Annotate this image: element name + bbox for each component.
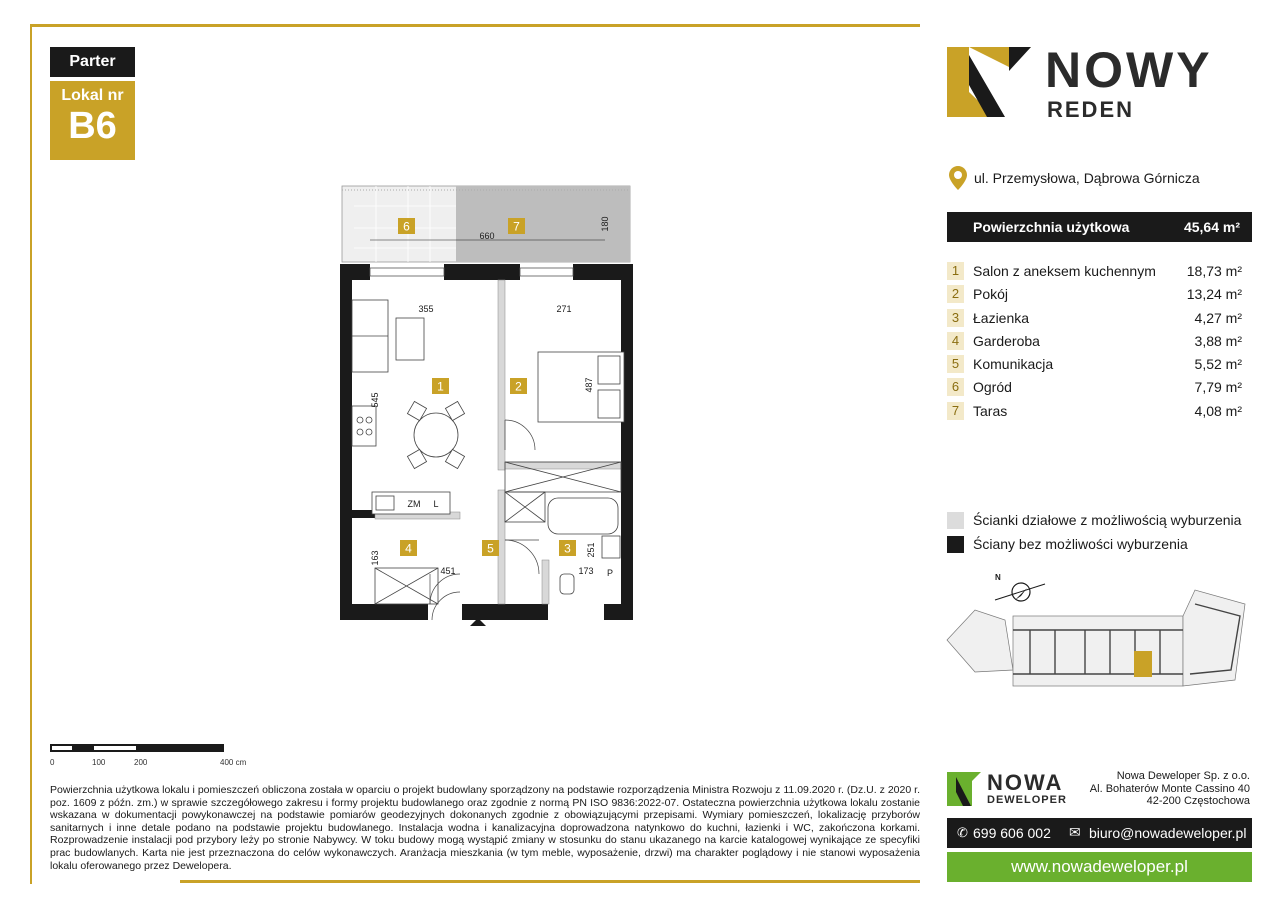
unit-number: B6 xyxy=(68,105,117,147)
dim-451: 451 xyxy=(440,566,456,576)
floor-badge: Parter xyxy=(50,47,135,77)
dim-180: 180 xyxy=(600,216,610,232)
room-number: 6 xyxy=(947,378,964,396)
room-3-number: 3 xyxy=(564,541,571,556)
company-city: 42-200 Częstochowa xyxy=(1146,795,1250,807)
legend-removable-text: Ścianki działowe z możliwością wyburzenia xyxy=(973,512,1242,528)
list-item xyxy=(947,378,1242,401)
left-gold-line xyxy=(30,24,32,884)
contact-bar xyxy=(947,818,1252,848)
building-key-plan xyxy=(945,570,1255,695)
room-area: 13,24 m² xyxy=(1186,286,1242,303)
usable-area-header xyxy=(947,212,1252,242)
list-item xyxy=(947,285,1242,308)
phone-icon: ✆ xyxy=(957,825,968,840)
mail-icon: ✉ xyxy=(1069,824,1081,840)
scale-label-400: 400 cm xyxy=(220,758,247,767)
room-name: Garderoba xyxy=(973,332,1040,349)
company-name: Nowa Deweloper Sp. z o.o. xyxy=(1116,770,1250,782)
email-link[interactable]: biuro@nowadeweloper.pl xyxy=(1089,825,1247,841)
room-number: 4 xyxy=(947,332,964,350)
address-text: ul. Przemysłowa, Dąbrowa Górnicza xyxy=(974,170,1200,186)
list-item xyxy=(947,309,1242,332)
nowa-n-icon xyxy=(947,772,981,806)
dim-271: 271 xyxy=(556,304,572,314)
scale-label-100: 100 xyxy=(92,758,106,767)
n-logo-icon xyxy=(947,47,1031,117)
room-name: Ogród xyxy=(973,379,1012,396)
compass-icon xyxy=(995,583,1045,601)
room-name: Łazienka xyxy=(973,309,1030,326)
fixed-wall-swatch xyxy=(947,536,964,553)
list-item xyxy=(947,355,1242,378)
company-info xyxy=(1090,770,1250,808)
scale-label-200: 200 xyxy=(134,758,148,767)
legend-fixed-text: Ściany bez możliwości wyburzenia xyxy=(973,536,1188,552)
scale-bar xyxy=(50,742,230,756)
bottom-gold-line xyxy=(180,880,920,883)
room-area: 3,88 m² xyxy=(1194,332,1242,349)
room-7-number: 7 xyxy=(513,219,520,234)
logo-subtitle: REDEN xyxy=(1047,97,1135,122)
room-area: 4,08 m² xyxy=(1194,402,1242,419)
website-link[interactable]: www.nowadeweloper.pl xyxy=(947,852,1252,882)
nowa-subtitle: DEWELOPER xyxy=(987,794,1067,806)
usable-area-value: 45,64 m² xyxy=(1183,219,1240,235)
nowy-reden-logo xyxy=(947,42,1247,125)
nowa-word: NOWA xyxy=(987,770,1064,795)
room-area: 7,79 m² xyxy=(1194,379,1242,396)
label-zm: ZM xyxy=(407,499,421,509)
floor-plan xyxy=(330,180,650,630)
compass-north-label: N xyxy=(995,573,1001,582)
dim-487: 487 xyxy=(584,377,594,393)
logo-title: NOWY xyxy=(1045,42,1213,98)
list-item xyxy=(947,402,1242,425)
room-area: 5,52 m² xyxy=(1194,356,1242,373)
label-p: P xyxy=(606,568,614,578)
room-name: Pokój xyxy=(973,286,1009,303)
nowa-deweloper-logo xyxy=(947,770,1067,810)
location-pin-icon xyxy=(949,166,967,190)
room-number: 2 xyxy=(947,285,964,303)
room-name: Salon z aneksem kuchennym xyxy=(973,263,1156,279)
dim-173: 173 xyxy=(578,566,594,576)
room-5-number: 5 xyxy=(487,541,494,556)
label-l: L xyxy=(433,499,439,509)
room-name: Taras xyxy=(973,402,1008,419)
dim-660: 660 xyxy=(479,231,495,241)
room-number: 5 xyxy=(947,355,964,373)
usable-area-label: Powierzchnia użytkowa xyxy=(973,219,1130,235)
room-1-number: 1 xyxy=(437,379,444,394)
room-area: 4,27 m² xyxy=(1194,309,1242,326)
dim-163: 163 xyxy=(370,550,380,566)
room-6-number: 6 xyxy=(403,219,410,234)
room-list xyxy=(947,262,1242,425)
room-area: 18,73 m² xyxy=(1186,263,1242,279)
scale-label-0: 0 xyxy=(50,758,55,767)
unit-location-marker xyxy=(1134,651,1152,677)
dim-251: 251 xyxy=(586,542,596,558)
list-item xyxy=(947,332,1242,355)
top-gold-line xyxy=(30,24,920,27)
unit-badge xyxy=(50,81,135,160)
disclaimer-text: Powierzchnia użytkowa lokalu i pomieszczeń obliczona została w oparciu o projekt budowlany sporządzony na podstawie rozporządzenia Ministra Rozwoju z 11.09.2020 r. (Dz.U. z 2020 r. poz. 1609 z późn. zm.) w sprawie szczegółowego zakresu i formy projektu budowlanego oraz zgodnie z normą PN ISO 9836:2022-07. Ostateczna powierzchnia użytkowa lokalu zostanie wskazana w dokumentacji powykonawczej na podstawie pomiarów geodezyjnych dokonanych zgodnie z obowiązującymi przepisami. Wymiary pomieszczeń, lokalizację przyborów sanitarnych i inne detale podano na podstawie projektu budowlanego. Instalacja wodna i kanalizacyjna doprowadzona natynkowo do kuchni, łazienki i WC, zakończona korkami. Rozprowadzenie instalacji pod przybory leży po stronie Nabywcy. W toku budowy mogą wystąpić zmiany w stosunku do stanu ukazanego na karcie katalogowej wynikające ze specyfiki prac budowlanych. Karta nie jest przeznaczona do celów wykonawczych. Aranżacja mieszkania (w tym meble, wyposażenie, drzwi) ma charakter poglądowy i nie stanowi wyposażenia lokalu oferowanego przez Dewelopera. xyxy=(50,784,920,872)
room-name: Komunikacja xyxy=(973,356,1054,373)
removable-wall-swatch xyxy=(947,512,964,529)
room-4-number: 4 xyxy=(405,541,412,556)
dim-355: 355 xyxy=(418,304,434,314)
phone-link[interactable]: 699 606 002 xyxy=(973,825,1051,841)
list-item xyxy=(947,262,1242,285)
room-2-number: 2 xyxy=(515,379,522,394)
room-number: 3 xyxy=(947,309,964,327)
unit-label: Lokal nr xyxy=(61,87,124,104)
company-street: Al. Bohaterów Monte Cassino 40 xyxy=(1089,782,1250,795)
room-number: 1 xyxy=(947,262,964,280)
room-number: 7 xyxy=(947,402,964,420)
dim-545: 545 xyxy=(370,392,380,408)
